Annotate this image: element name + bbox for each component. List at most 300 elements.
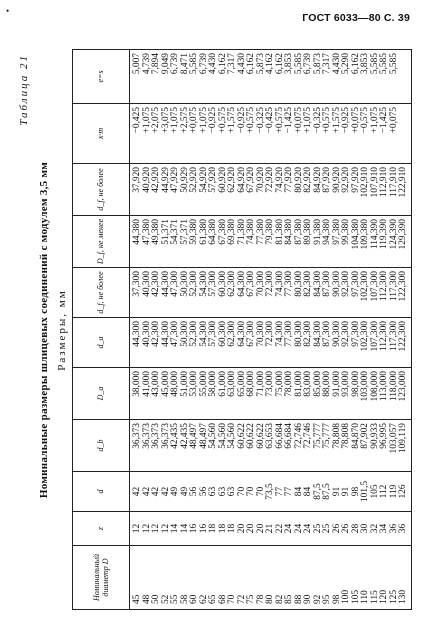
column-header: z	[73, 512, 130, 546]
table-cell: 38,000	[132, 371, 142, 397]
table-cell: 57,920	[208, 167, 218, 193]
table-cell: +2,575	[179, 107, 190, 134]
table-cell: 50,300	[179, 321, 190, 347]
table-cell: 65	[208, 594, 218, 604]
table-cell: 68	[217, 594, 228, 604]
table-cell: 84	[303, 486, 313, 497]
table-cell: 66,684	[284, 423, 294, 449]
table-cell: 59,380	[189, 219, 199, 245]
table-cell: 92,300	[341, 321, 351, 347]
table-cell: 82,920	[303, 167, 313, 193]
table-cell: 60,300	[217, 271, 228, 297]
table-cell: 70	[236, 486, 247, 497]
column-values	[130, 368, 412, 420]
table-cell: 47,300	[170, 271, 180, 297]
table-cell: 57,300	[208, 271, 218, 297]
table-cell: +0,075	[189, 107, 199, 134]
table-cell: 123,000	[398, 371, 408, 402]
table-cell: 52,300	[189, 271, 199, 297]
table-cell: 36,373	[151, 423, 161, 449]
table-cell: 92,920	[341, 167, 351, 193]
table-cell	[399, 107, 409, 160]
table-cell: 77,300	[284, 271, 294, 297]
table-cell: 64,300	[236, 321, 247, 347]
table-cell: 90,300	[331, 271, 342, 297]
table-cell: 42	[141, 486, 152, 497]
table-cell: −1,425	[284, 107, 294, 134]
column-header: D_f, не менее	[73, 216, 130, 268]
table-cell: 73,000	[265, 371, 275, 397]
table-cell: 21	[265, 523, 275, 534]
table-cell: 105	[369, 484, 380, 499]
table-cell: 81,000	[293, 371, 304, 397]
table-cell: 54,371	[170, 219, 180, 245]
table-cell: 9,049	[160, 53, 171, 75]
table-cell: −0,425	[265, 107, 275, 134]
table-cell: 102,910	[360, 167, 370, 198]
table-cell: 6,162	[274, 53, 285, 75]
table-cell: 83,000	[303, 371, 313, 397]
table-cell: 107,910	[369, 167, 380, 198]
table-cell: +1,075	[170, 107, 180, 134]
table-cell: 49	[170, 486, 180, 497]
table-cell: 80,920	[293, 167, 304, 193]
table-cell: 51,000	[179, 371, 190, 397]
table-cell: 91	[341, 486, 351, 497]
table-cell: 104,380	[350, 219, 361, 250]
table-cell: 84,300	[312, 271, 323, 297]
table-cell: 75,777	[312, 423, 323, 449]
table-cell: 110	[360, 590, 370, 604]
table-cell: 107,300	[369, 271, 380, 302]
table-cell: 70,920	[255, 167, 266, 193]
table-cell: 64,380	[208, 219, 218, 245]
table-cell: 51,371	[160, 219, 171, 245]
table-cell: −0,325	[255, 107, 266, 134]
table-cell: 70,300	[255, 271, 266, 297]
table-cell: 102,300	[360, 321, 370, 352]
table-cell: 52	[160, 594, 171, 604]
table-cell: +0,575	[246, 107, 256, 134]
table-cell: 40,920	[141, 167, 152, 193]
table-cell: 5,585	[189, 53, 199, 75]
table-cell: 48,497	[198, 423, 209, 449]
table-cell: 44,929	[160, 167, 171, 193]
table-cell: 82	[274, 594, 285, 604]
table-cell: 28	[350, 523, 361, 534]
table-cell: 16	[189, 523, 199, 534]
rotated-table-block	[18, 50, 413, 610]
table-cell: 24	[293, 523, 304, 534]
table-cell: 119	[388, 484, 399, 499]
table-cell: 87,5	[312, 483, 323, 500]
table-cell: +0,575	[322, 107, 332, 134]
table-cell: 56	[198, 486, 209, 497]
table-cell: 5,585	[293, 53, 304, 75]
table-cell: 40,300	[141, 271, 152, 297]
table-cell: 88	[293, 594, 304, 604]
table-cell: 44,300	[160, 271, 171, 297]
table-cell: −0,925	[341, 107, 351, 134]
table-cell: 6,162	[217, 53, 228, 75]
table-cell: 112	[379, 484, 389, 499]
table-cell: 4,430	[331, 53, 342, 75]
table-cell: 73,5	[265, 483, 275, 500]
table-cell: 62,300	[227, 271, 237, 297]
table-cell: 54,560	[217, 423, 228, 449]
table-cell: 105	[350, 589, 361, 604]
table-cell: 67,380	[217, 219, 228, 245]
table-cell: 77,920	[284, 167, 294, 193]
table-cell: 117,910	[388, 167, 399, 198]
table-cell: +1,075	[303, 107, 313, 134]
table-cell: 130	[398, 589, 408, 604]
table-cell: 122,300	[398, 271, 408, 302]
table-cell: 100	[341, 589, 351, 604]
table-cell: 74,300	[274, 321, 285, 347]
table-cell: 45,000	[160, 371, 171, 397]
table-cell: 93,000	[341, 371, 351, 397]
table-cell: 5,290	[341, 53, 351, 75]
table-cell: 6,162	[350, 53, 361, 75]
table-cell: 7,317	[227, 53, 237, 75]
table-cell: 80,300	[293, 271, 304, 297]
table-cell: −0,325	[312, 107, 323, 134]
table-cell: 20	[236, 523, 247, 534]
table-cell: 75,000	[274, 371, 285, 397]
table-cell: 115	[369, 590, 380, 604]
table-cell: 18	[217, 523, 228, 534]
table-cell: 72,746	[303, 423, 313, 449]
table-cell: 20	[246, 523, 256, 534]
table-cell: 4,739	[141, 53, 152, 75]
table-cell: 75	[246, 594, 256, 604]
table-cell: 47,380	[141, 219, 152, 245]
table-cell: 5,007	[132, 53, 142, 75]
table-cell: 78,808	[341, 423, 351, 449]
table-cell: 5,585	[388, 53, 399, 75]
table-cell: 24	[303, 523, 313, 534]
table-cell: 50	[151, 594, 161, 604]
table-cell: +0,075	[388, 107, 399, 134]
table-cell: 72,300	[265, 321, 275, 347]
table-cell: 54,300	[198, 321, 209, 347]
table-cell: 112,300	[379, 321, 389, 352]
table-cell: 85,000	[312, 371, 323, 397]
table-cell: 47,300	[170, 321, 180, 347]
table-cell: 103,000	[360, 371, 370, 402]
table-cell: +1,075	[198, 107, 209, 134]
table-cell: 54,920	[198, 167, 209, 193]
table-cell: 48,000	[170, 371, 180, 397]
table-cell: 58	[179, 594, 190, 604]
table-cell: 5,873	[255, 53, 266, 75]
table-cell: 52,300	[189, 321, 199, 347]
table-cell: 4,430	[236, 53, 247, 75]
table-cell: 74,300	[274, 271, 285, 297]
data-table	[72, 49, 412, 610]
table-cell: +2,075	[151, 107, 161, 134]
table-cell: 103,057	[388, 423, 399, 454]
table-cell: 98,000	[350, 371, 361, 397]
column-header: Номинальный диаметр D	[73, 546, 130, 610]
table-cell: 53,000	[189, 371, 199, 397]
table-cell: 24	[284, 523, 294, 534]
table-cell: 42,920	[151, 167, 161, 193]
table-cell: 7,317	[322, 53, 332, 75]
table-cell: 72	[236, 594, 247, 604]
table-cell: 122,910	[398, 167, 408, 198]
table-cell: 44,300	[132, 321, 142, 347]
column-values	[130, 216, 412, 268]
table-cell: 107,300	[369, 321, 380, 352]
header-row	[73, 50, 130, 610]
table-cell: 12	[160, 523, 171, 534]
table-cell: 84,870	[350, 423, 361, 449]
table-cell: 91,380	[312, 219, 323, 245]
table-cell: 63	[227, 486, 237, 497]
table-cell: 49,380	[151, 219, 161, 245]
table-cell: 68,000	[246, 371, 256, 397]
table-cell: 44,300	[160, 321, 171, 347]
table-cell: 92,300	[341, 271, 351, 297]
table-cell: 42,300	[151, 321, 161, 347]
table-cell: 54,560	[208, 423, 218, 449]
table-cell: 61,000	[217, 371, 228, 397]
table-cell: 42,435	[179, 423, 190, 449]
table-cell: 42	[160, 486, 171, 497]
table-cell: +3,075	[160, 107, 171, 134]
table-cell: 114,390	[369, 219, 380, 250]
table-cell: 14	[179, 523, 190, 534]
table-cell: 61,380	[198, 219, 209, 245]
table-cell: 25	[312, 523, 323, 534]
table-cell: 109,119	[398, 423, 408, 454]
table-cell: 66,684	[274, 423, 285, 449]
table-cell: 26	[331, 523, 342, 534]
table-cell: 98	[350, 486, 361, 497]
table-cell: 74,920	[274, 167, 285, 193]
table-cell: 72,300	[265, 271, 275, 297]
table-cell: +0,575	[274, 107, 285, 134]
table-cell: 49	[179, 486, 190, 497]
table-cell: 70	[227, 594, 237, 604]
table-cell: 118,000	[388, 371, 399, 402]
table-cell: 112,910	[379, 167, 389, 198]
table-cell: 101,5	[360, 480, 370, 503]
table-cell: 32	[369, 523, 380, 534]
table-cell: 4,430	[208, 53, 218, 75]
table-cell: 97,380	[331, 219, 342, 245]
table-cell: 42,435	[170, 423, 180, 449]
table-cell: 57,300	[208, 321, 218, 347]
table-cell: 45	[132, 594, 142, 604]
table-cell: 40,300	[141, 321, 152, 347]
table-cell: 50,929	[179, 167, 190, 193]
table-cell: 36	[388, 523, 399, 534]
column-values	[130, 420, 412, 472]
table-cell: 120	[379, 589, 389, 604]
table-cell: 5,585	[379, 53, 389, 75]
table-cell: 91,000	[331, 371, 342, 397]
table-cell: 60,300	[217, 321, 228, 347]
table-cell: 97,300	[350, 271, 361, 297]
table-cell: −0,925	[236, 107, 247, 134]
table-cell: 48	[141, 594, 152, 604]
table-cell: 48,497	[189, 423, 199, 449]
table-cell: +0,075	[293, 107, 304, 134]
column-values	[130, 268, 412, 318]
column-values	[130, 512, 412, 546]
table-cell: 20	[255, 523, 266, 534]
table-cell: 129,390	[398, 219, 408, 250]
table-cell: 65,000	[236, 371, 247, 397]
table-cell: +1,075	[369, 107, 380, 134]
table-cell: 67,920	[246, 167, 256, 193]
table-cell: 64,300	[236, 271, 247, 297]
column-header: e=s	[73, 50, 130, 104]
table-cell: 98	[331, 594, 342, 604]
page-header: ГОСТ 6033—80 С. 39	[302, 12, 410, 24]
table-cell: 92	[312, 594, 323, 604]
table-cell: 4,162	[265, 53, 275, 75]
table-cell: 97,920	[350, 167, 361, 193]
table-cell: 62	[198, 594, 209, 604]
table-cell: 78,000	[284, 371, 294, 397]
table-cell: 119,390	[379, 219, 389, 250]
table-cell: 69,380	[227, 219, 237, 245]
table-cell: 3,853	[360, 53, 370, 75]
table-cell: 82,300	[303, 321, 313, 347]
body-row	[130, 50, 412, 610]
table-cell: 12	[141, 523, 152, 534]
column-header: x·m	[73, 104, 130, 164]
table-cell: +0,575	[217, 107, 228, 134]
column-values	[130, 50, 412, 104]
table-cell: 57,371	[179, 219, 190, 245]
table-cell: 90,933	[369, 423, 380, 449]
column-values	[130, 104, 412, 164]
table-cell: 6,162	[246, 53, 256, 75]
column-values	[130, 546, 412, 610]
table-cell: 94,380	[322, 219, 332, 245]
table-cell: 84,380	[284, 219, 294, 245]
column-header: d	[73, 472, 130, 512]
table-cell: 91	[331, 486, 342, 497]
table-cell: −0,425	[132, 107, 142, 134]
column-values	[130, 164, 412, 216]
table-cell: 43,000	[151, 371, 161, 397]
table-cell: 82,300	[303, 271, 313, 297]
table-cell: 71,380	[236, 219, 247, 245]
table-cell: 97,300	[350, 321, 361, 347]
table-cell: 60	[189, 594, 199, 604]
table-cell: 88,000	[322, 371, 332, 397]
table-cell: 87,920	[322, 167, 332, 193]
table-cell: 52,920	[189, 167, 199, 193]
table-cell: 37,300	[132, 271, 142, 297]
table-cell: +1,075	[141, 107, 152, 134]
table-cell: 108,000	[369, 371, 380, 402]
table-number: Таблица 21	[18, 54, 30, 126]
table-cell	[399, 53, 409, 100]
table-cell: 6,739	[198, 53, 209, 75]
table-cell: 72,920	[265, 167, 275, 193]
table-title: Номинальные размеры шлицевых соединений с модулем 3,5 мм	[38, 161, 50, 499]
table-cell: 5,585	[369, 53, 380, 75]
table-cell: 70	[255, 486, 266, 497]
table-cell: 55	[170, 594, 180, 604]
table-cell: 67,300	[246, 271, 256, 297]
table-cell: 87,902	[360, 423, 370, 449]
table-cell: +1,575	[331, 107, 342, 134]
table-cell: 37,920	[132, 167, 142, 193]
table-cell: 50,300	[179, 271, 190, 297]
table-cell: 47,929	[170, 167, 180, 193]
table-cell: 34	[379, 523, 389, 534]
table-cell: 44,380	[132, 219, 142, 245]
table-cell: 6,739	[303, 53, 313, 75]
table-cell: 77	[274, 486, 285, 497]
table-cell: 125	[388, 589, 399, 604]
table-cell: 62,300	[227, 321, 237, 347]
table-cell: 56	[189, 486, 199, 497]
table-cell: 42	[132, 486, 142, 497]
table-cell: 87,300	[322, 321, 332, 347]
table-cell: 87,5	[322, 483, 332, 500]
table-cell: 87,380	[293, 219, 304, 245]
table-cell: 84,300	[312, 321, 323, 347]
table-cell: 3,853	[284, 53, 294, 75]
table-cell: 42,300	[151, 271, 161, 297]
table-cell: 64,920	[236, 167, 247, 193]
table-cell: 78,808	[331, 423, 342, 449]
table-cell: 67,300	[246, 321, 256, 347]
table-cell: 12	[132, 523, 142, 534]
table-cell: 18	[208, 523, 218, 534]
table-cell: 109,380	[360, 219, 370, 250]
table-cell: 30	[360, 523, 370, 534]
table-cell: 78	[255, 594, 266, 604]
table-cell: 63,653	[265, 423, 275, 449]
table-cell: 18	[227, 523, 237, 534]
table-cell: 90,300	[331, 321, 342, 347]
table-cell: 26	[341, 523, 351, 534]
table-cell: 14	[170, 523, 180, 534]
table-cell: −0,925	[208, 107, 218, 134]
table-cell: 54,560	[227, 423, 237, 449]
table-cell: 124,390	[388, 219, 399, 250]
table-cell: +1,575	[227, 107, 237, 134]
table-cell: 55,000	[198, 371, 209, 397]
table-cell: 63,000	[227, 371, 237, 397]
table-cell: 90,920	[331, 167, 342, 193]
table-cell: 58,000	[208, 371, 218, 397]
table-cell: 126	[398, 484, 408, 499]
table-cell: 84,920	[312, 167, 323, 193]
table-cell: 8,471	[179, 53, 190, 75]
column-header: d_f, не более	[73, 268, 130, 318]
table-cell: 16	[198, 523, 209, 534]
table-cell: −1,425	[379, 107, 389, 134]
table-cell: 12	[151, 523, 161, 534]
table-cell: 60,622	[246, 423, 256, 449]
column-header: d_f, не более	[73, 164, 130, 216]
table-cell: 85	[284, 594, 294, 604]
table-cell: 6,739	[170, 53, 180, 75]
margin-marker: •	[6, 6, 10, 16]
column-header: D_a	[73, 368, 130, 420]
